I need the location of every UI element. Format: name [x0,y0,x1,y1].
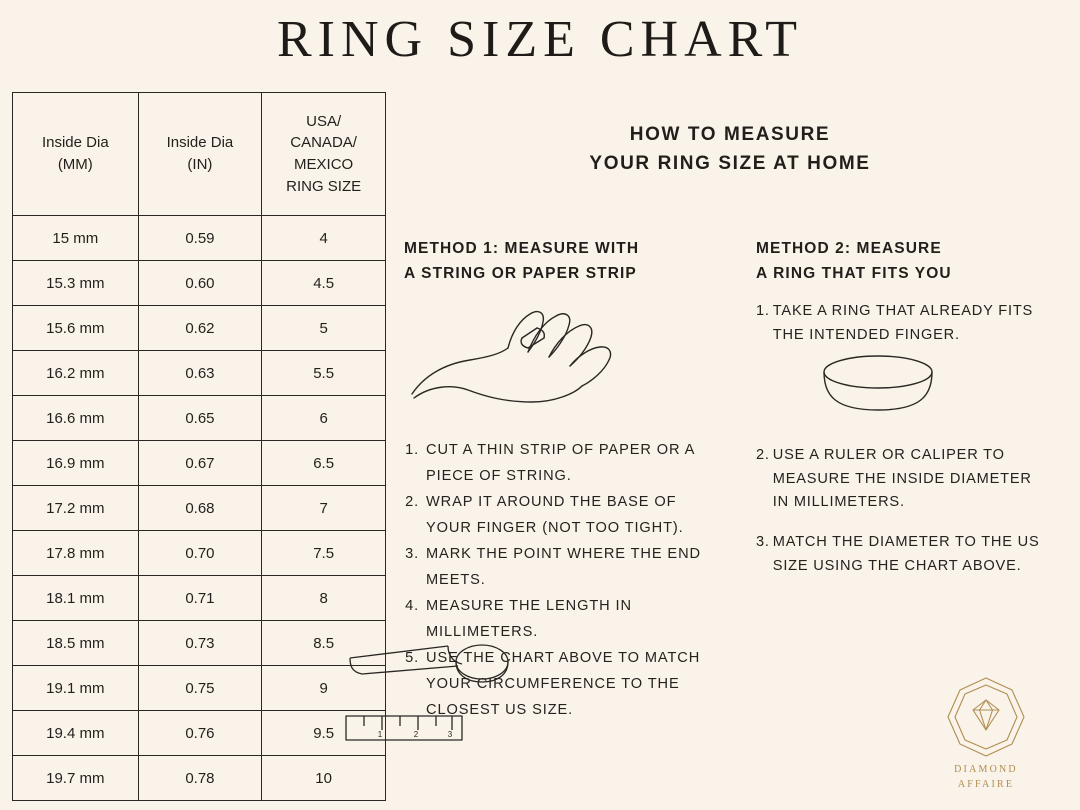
header-line: Inside Dia [41,134,109,152]
cell-dia-in: 0.76 [138,711,262,756]
table-row [13,531,386,576]
method-1-heading-line-2: A STRING OR PAPER STRIP [404,265,637,283]
cell-dia-mm: 15 mm [13,216,139,261]
ring-band-illustration [816,348,986,438]
table-row [13,666,386,711]
method-2-step-3-number: 3. [756,533,770,550]
cell-dia-in: 0.67 [138,441,262,486]
header-line: USA/ [306,112,342,130]
brand-logo-text [920,762,1052,792]
cell-dia-mm: 18.1 mm [13,576,139,621]
cell-dia-in: 0.70 [138,531,262,576]
method-1-step: 1. CUT A THIN STRIP OF PAPER OR A PIECE OF STRING. [424,438,709,490]
method-2-heading-line-2: A RING THAT FITS YOU [756,265,952,283]
cell-dia-mm: 19.7 mm [13,756,139,801]
header-line: (IN) [187,156,213,173]
cell-dia-mm: 19.1 mm [13,666,139,711]
cell-dia-in: 0.68 [138,486,262,531]
table-row [13,621,386,666]
header-line: RING SIZE [286,177,362,195]
table-row [13,576,386,621]
cell-dia-in: 0.59 [138,216,262,261]
brand-logo [920,674,1052,792]
cell-us-size: 7 [262,486,386,531]
cell-dia-in: 0.78 [138,756,262,801]
cell-us-size: 9 [262,666,386,711]
cell-dia-mm: 17.8 mm [13,531,139,576]
method-1-step: 2. WRAP IT AROUND THE BASE OF YOUR FINGER (NOT TOO TIGHT). [424,490,709,542]
cell-us-size: 5 [262,306,386,351]
cell-us-size: 4 [262,216,386,261]
cell-dia-mm: 16.2 mm [13,351,139,396]
how-to-measure-heading [400,120,1060,179]
cell-dia-in: 0.71 [138,576,262,621]
method-2-heading [756,236,1046,286]
cell-us-size: 8.5 [262,621,386,666]
table-row [13,261,386,306]
table-header-inside-dia-in [138,93,262,216]
table-row [13,216,386,261]
cell-dia-mm: 15.6 mm [13,306,139,351]
header-line: Inside Dia [166,134,234,152]
table-header-row [13,93,386,216]
cell-dia-in: 0.63 [138,351,262,396]
ruler-tick-label: 2 [413,730,419,739]
method-2-step-1 [756,300,1051,347]
method-2-steps-rest [756,444,1051,594]
method-2-step-1-text: TAKE A RING THAT ALREADY FITS THE INTENDED FINGER. [772,303,1034,343]
table-row [13,711,386,756]
cell-dia-in: 0.65 [138,396,262,441]
method-1-column [404,236,704,718]
how-to-measure-line-1: HOW TO MEASURE [629,124,831,145]
method-1-step: 4. MEASURE THE LENGTH IN MILLIMETERS. [424,594,709,646]
cell-dia-mm: 18.5 mm [13,621,139,666]
method-2-step-1-number: 1. [756,303,770,319]
table-row [13,351,386,396]
table-row [13,486,386,531]
how-to-measure-line-2: YOUR RING SIZE AT HOME [589,153,871,175]
method-2-step-2-number: 2. [756,447,770,463]
cell-dia-mm: 15.3 mm [13,261,139,306]
header-line: MEXICO [294,156,354,173]
cell-dia-in: 0.62 [138,306,262,351]
ruler-and-ring-illustration [340,636,560,766]
cell-us-size: 9.5 [262,711,386,756]
header-line: (MM) [57,156,93,173]
brand-logo-line-1: DIAMOND [954,764,1018,775]
header-line: CANADA/ [290,134,357,152]
table-row [13,396,386,441]
cell-us-size: 6.5 [262,441,386,486]
diamond-logo-icon [940,674,1032,760]
method-1-step: 5. USE THE CHART ABOVE TO MATCH YOUR CIRCUMFERENCE TO THE CLOSEST US SIZE. [424,646,709,724]
table-row [13,441,386,486]
ring-size-table-wrapper [12,92,386,801]
method-1-heading [404,236,704,286]
cell-us-size: 6 [262,396,386,441]
method-2-step-3 [756,531,1051,578]
method-2-column [756,236,1046,574]
cell-us-size: 8 [262,576,386,621]
cell-us-size: 10 [262,756,386,801]
table-row [13,306,386,351]
table-row [13,756,386,801]
cell-dia-mm: 16.6 mm [13,396,139,441]
cell-dia-mm: 16.9 mm [13,441,139,486]
cell-dia-in: 0.75 [138,666,262,711]
page-title: RING SIZE CHART [277,11,803,68]
ruler-tick-label: 1 [377,730,383,739]
hand-with-ring-illustration [404,298,704,428]
method-2-step-3-text: MATCH THE DIAMETER TO THE US SIZE USING THE CHART ABOVE. [772,533,1040,574]
cell-us-size: 4.5 [262,261,386,306]
method-1-step: 3. MARK THE POINT WHERE THE END MEETS. [424,542,709,594]
ruler-tick-label: 3 [447,730,453,739]
cell-dia-in: 0.60 [138,261,262,306]
cell-dia-mm: 19.4 mm [13,711,139,756]
cell-dia-in: 0.73 [138,621,262,666]
table-header-inside-dia-mm [13,93,139,216]
method-1-heading-line-1: METHOD 1: MEASURE WITH [404,240,640,257]
cell-dia-mm: 17.2 mm [13,486,139,531]
ring-size-table [12,92,386,801]
method-2-step-2 [756,444,1051,515]
brand-logo-line-2: AFFAIRE [957,779,1015,790]
method-2-step-2-text: USE A RULER OR CALIPER TO MEASURE THE INSIDE DIAMETER IN MILLIMETERS. [772,447,1032,511]
method-2-heading-line-1: METHOD 2: MEASURE [756,240,942,257]
cell-us-size: 5.5 [262,351,386,396]
table-header-usa-canada-mexico-ring-size [262,93,386,216]
cell-us-size: 7.5 [262,531,386,576]
